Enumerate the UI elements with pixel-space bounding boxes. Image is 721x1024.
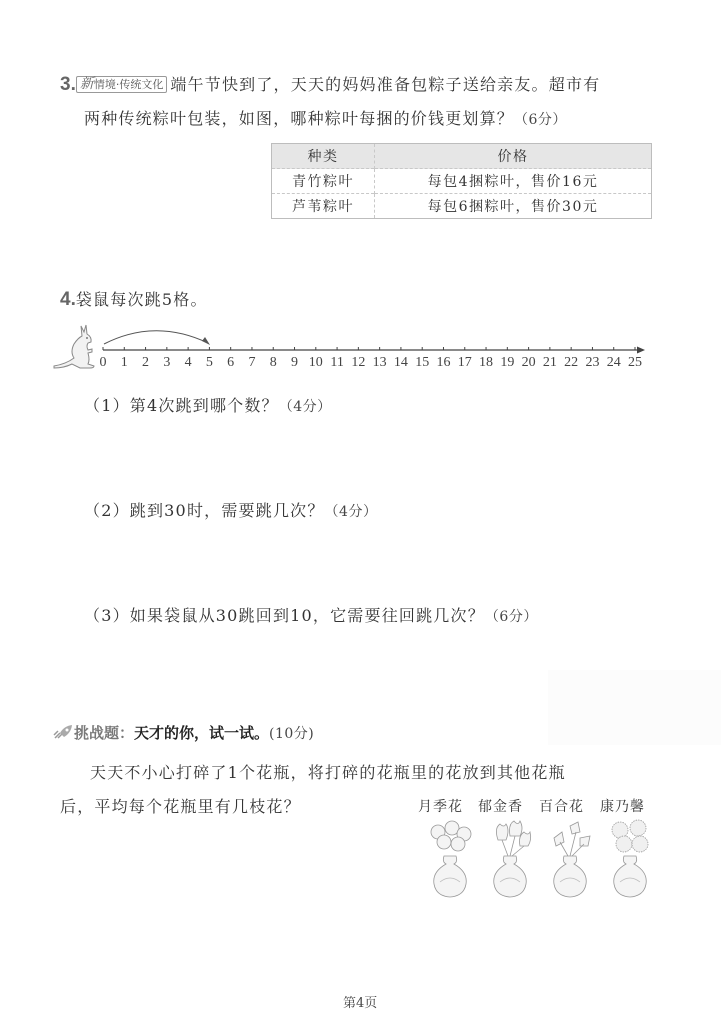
tick-label: 18 <box>479 355 494 370</box>
carnation-vase-icon <box>600 818 660 898</box>
table-cell: 每包4捆粽叶，售价16元 <box>375 169 652 194</box>
q3-number: 3. <box>60 74 76 95</box>
tick-label: 6 <box>227 355 235 370</box>
vase-label: 百合花 <box>539 799 584 815</box>
table-cell: 青竹粽叶 <box>272 169 375 194</box>
tick-label: 21 <box>542 355 557 370</box>
rocket-icon <box>52 724 74 740</box>
challenge-text-line2: 后，平均每个花瓶里有几枝花？ <box>60 797 301 816</box>
tick-label: 22 <box>564 355 579 370</box>
q4-sub2 <box>84 498 377 521</box>
jump-arc <box>104 331 208 344</box>
tick-label: 20 <box>521 355 536 370</box>
challenge-line1 <box>90 760 566 783</box>
sub3-score: （6分） <box>484 609 538 625</box>
challenge-title: 天才的你，试一试。 <box>134 724 270 742</box>
table-header-row <box>272 144 652 169</box>
lily-vase-icon <box>540 818 600 898</box>
kangaroo-icon <box>52 322 102 372</box>
tick-label: 10 <box>308 355 323 370</box>
tick-label: 0 <box>99 355 107 370</box>
tick-label: 13 <box>372 355 387 370</box>
tick-label: 7 <box>248 355 256 370</box>
tick-label: 15 <box>415 355 430 370</box>
tick-label: 4 <box>184 355 192 370</box>
sub3-text: （3）如果袋鼠从30跳回到10，它需要往回跳几次？ <box>84 606 485 625</box>
table-header: 种类 <box>272 144 375 169</box>
challenge-lead: 挑战题： <box>74 724 135 742</box>
tick-label: 2 <box>142 355 150 370</box>
tick-label: 9 <box>291 355 299 370</box>
tick-label: 16 <box>436 355 451 370</box>
challenge-heading <box>52 722 314 743</box>
table-row <box>272 169 652 194</box>
tick-label: 23 <box>585 355 600 370</box>
sub2-text: （2）跳到30时，需要跳几次？ <box>84 501 325 520</box>
tick-label: 12 <box>351 355 366 370</box>
badge-text: 情境·传统文化 <box>93 78 164 91</box>
q4-sub1 <box>84 393 332 416</box>
rose-vase-icon <box>420 818 480 898</box>
sub1-score: （4分） <box>278 399 332 415</box>
table-cell: 每包6捆粽叶，售价30元 <box>375 194 652 219</box>
tick-label: 17 <box>457 355 472 370</box>
table-cell: 芦苇粽叶 <box>272 194 375 219</box>
tick-label: 11 <box>330 355 344 370</box>
tick-label: 25 <box>628 355 642 370</box>
tick-label: 8 <box>269 355 277 370</box>
challenge-line2 <box>60 794 301 817</box>
q4-title <box>60 287 208 311</box>
badge-new: 新 <box>79 76 94 92</box>
tulip-vase-icon <box>480 818 540 898</box>
tick-label: 3 <box>163 355 171 370</box>
price-table <box>271 143 652 219</box>
challenge-score: (10分) <box>269 726 315 742</box>
q3-line2 <box>84 106 567 129</box>
q3-text-line1: 端午节快到了，天天的妈妈准备包粽子送给亲友。超市有 <box>170 75 601 94</box>
vase-label: 康乃馨 <box>600 799 645 815</box>
q4-sub3 <box>84 603 538 626</box>
challenge-text-line1: 天天不小心打碎了1个花瓶，将打碎的花瓶里的花放到其他花瓶 <box>90 763 566 782</box>
table-header: 价格 <box>375 144 652 169</box>
tick-label: 19 <box>500 355 515 370</box>
table-row <box>272 194 652 219</box>
scan-shade <box>548 670 721 745</box>
tick-label: 24 <box>606 355 621 370</box>
q3-badge <box>76 76 168 93</box>
vase-label: 郁金香 <box>478 799 523 815</box>
q3-line1 <box>60 72 600 96</box>
sub2-score: （4分） <box>324 504 378 520</box>
vase-label: 月季花 <box>418 799 463 815</box>
tick-label: 14 <box>393 355 408 370</box>
page-number: 第4页 <box>343 996 378 1011</box>
q4-title-text: 袋鼠每次跳5格。 <box>75 290 208 309</box>
q3-score: （6分） <box>514 112 567 128</box>
q4-number: 4. <box>60 289 76 310</box>
q3-text-line2: 两种传统粽叶包装，如图，哪种粽叶每捆的价钱更划算？ <box>84 109 515 128</box>
tick-label: 1 <box>120 355 128 370</box>
tick-label: 5 <box>205 355 213 370</box>
sub1-text: （1）第4次跳到哪个数？ <box>84 396 279 415</box>
